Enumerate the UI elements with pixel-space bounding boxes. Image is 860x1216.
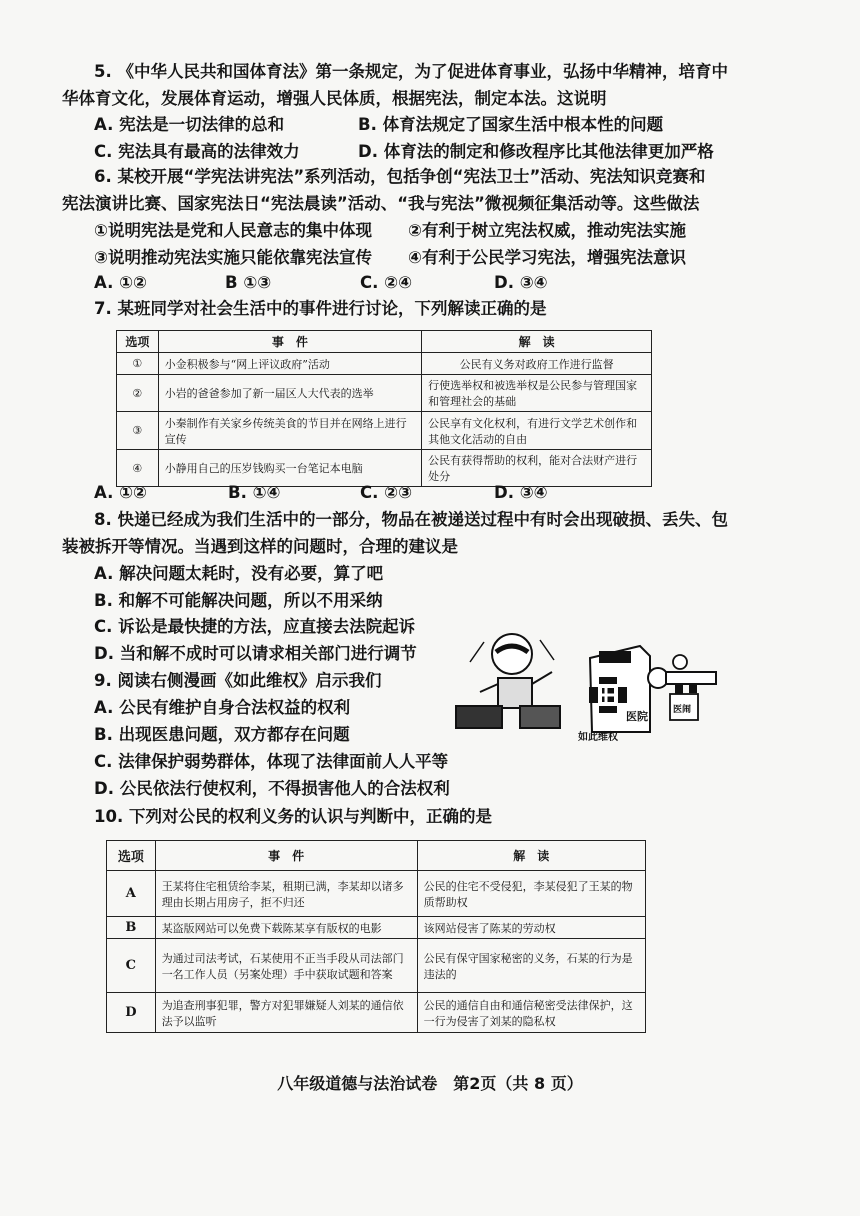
q7-stem: 7. 某班同学对社会生活中的事件进行讨论，下列解读正确的是 [94,299,547,318]
q7-option-b: B. ①④ [228,483,281,502]
row-event: 王某将住宅租赁给李某，租期已满，李某却以诸多理由长期占用房子，拒不归还 [155,871,417,917]
page-footer: 八年级道德与法治试卷 第2页（共 8 页） [277,1074,583,1093]
row-interpretation: 行使选举权和被选举权是公民参与管理国家和管理社会的基础 [422,375,652,412]
q9-option-a: A. 公民有维护自身合法权益的权利 [94,698,351,717]
row-option: ① [117,353,159,375]
q5-stem-line2: 华体育文化，发展体育运动，增强人民体质，根据宪法，制定本法。这说明 [62,89,607,108]
key-icon [648,668,716,694]
row-interpretation: 公民有获得帮助的权利，能对合法财产进行处分 [422,450,652,487]
comic-sign-text: 医院 [626,710,648,723]
q8-option-d: D. 当和解不成时可以请求相关部门进行调节 [94,644,417,663]
table-row [117,375,652,412]
row-interpretation: 公民有义务对政府工作进行监督 [422,353,652,375]
q10-stem: 10. 下列对公民的权利义务的认识与判断中，正确的是 [94,807,492,826]
header-event: 事 件 [155,841,417,871]
header-option: 选项 [117,331,159,353]
q6-statement-3: ③说明推动宪法实施只能依靠宪法宣传 [94,248,372,267]
table-header-row [117,331,652,353]
row-option: B [107,917,156,939]
q8-option-a: A. 解决问题太耗时，没有必要，算了吧 [94,564,384,583]
row-interpretation: 公民享有文化权利，有进行文学艺术创作和其他文化活动的自由 [422,412,652,450]
q6-option-d: D. ③④ [494,273,548,292]
row-event: 小岩的爸爸参加了新一届区人大代表的选举 [158,375,421,412]
row-event: 小金积极参与“网上评议政府”活动 [158,353,421,375]
q9-option-d: D. 公民依法行使权利，不得损害他人的合法权利 [94,779,450,798]
q6-stem-line2: 宪法演讲比赛、国家宪法日“宪法晨读”活动、“我与宪法”微视频征集活动等。这些做法 [62,194,700,213]
q6-statement-2: ②有利于树立宪法权威，推动宪法实施 [408,221,686,240]
row-event: 为通过司法考试，石某使用不正当手段从司法部门一名工作人员（另案处理）手中获取试题和答案 [155,939,417,993]
q8-stem-line1: 8. 快递已经成为我们生活中的一部分，物品在被递送过程中有时会出现破损、丢失、包 [94,510,728,529]
q9-option-b: B. 出现医患问题，双方都存在问题 [94,725,350,744]
table-row [107,993,646,1033]
row-event: 为追查刑事犯罪，警方对犯罪嫌疑人刘某的通信依法予以监听 [155,993,417,1033]
comic-label-text: 医闹 [673,705,692,715]
table-row [107,871,646,917]
row-event: 某盗版网站可以免费下载陈某享有版权的电影 [155,917,417,939]
row-interpretation: 该网站侵害了陈某的劳动权 [417,917,645,939]
row-option: ④ [117,450,159,487]
q6-statement-4: ④有利于公民学习宪法，增强宪法意识 [408,248,686,267]
header-event: 事 件 [158,331,421,353]
q7-option-c: C. ②③ [360,483,413,502]
row-interpretation: 公民的通信自由和通信秘密受法律保护，这一行为侵害了刘某的隐私权 [417,993,645,1033]
protester-figure [456,634,560,728]
table-row [117,412,652,450]
q5-option-a: A. 宪法是一切法律的总和 [94,115,285,134]
q5-stem-line1: 5. 《中华人民共和国体育法》第一条规定，为了促进体育事业，弘扬中华精神，培育中 [94,62,728,81]
q9-option-c: C. 法律保护弱势群体，体现了法律面前人人平等 [94,752,449,771]
table-row [117,353,652,375]
q10-table [106,840,646,1033]
q8-stem-line2: 装被拆开等情况。当遇到这样的问题时，合理的建议是 [62,537,458,556]
q6-statement-1: ①说明宪法是党和人民意志的集中体现 [94,221,372,240]
header-interpretation: 解 读 [422,331,652,353]
row-option: ③ [117,412,159,450]
row-interpretation: 公民的住宅不受侵犯，李某侵犯了王某的物质帮助权 [417,871,645,917]
comic-illustration [440,622,720,742]
row-option: ② [117,375,159,412]
q8-option-c: C. 诉讼是最快捷的方法，应直接去法院起诉 [94,617,416,636]
q9-stem: 9. 阅读右侧漫画《如此维权》启示我们 [94,671,382,690]
q5-option-c: C. 宪法具有最高的法律效力 [94,142,300,161]
q6-stem-line1: 6. 某校开展“学宪法讲宪法”系列活动，包括争创“宪法卫士”活动、宪法知识竞赛和 [94,167,706,186]
q5-option-d: D. 体育法的制定和修改程序比其他法律更加严格 [358,142,714,161]
row-option: A [107,871,156,917]
row-option: C [107,939,156,993]
row-event: 小秦制作有关家乡传统美食的节目并在网络上进行宣传 [158,412,421,450]
row-interpretation: 公民有保守国家秘密的义务，石某的行为是违法的 [417,939,645,993]
header-option: 选项 [107,841,156,871]
comic-caption: 如此维权 [578,732,618,743]
q6-option-a: A. ①② [94,273,148,292]
q7-option-d: D. ③④ [494,483,548,502]
row-option: D [107,993,156,1033]
q8-option-b: B. 和解不可能解决问题，所以不用采纳 [94,591,383,610]
row-event: 小静用自己的压岁钱购买一台笔记本电脑 [158,450,421,487]
q5-option-b: B. 体育法规定了国家生活中根本性的问题 [358,115,664,134]
q7-table [116,330,652,487]
header-interpretation: 解 读 [417,841,645,871]
q7-option-a: A. ①② [94,483,148,502]
q6-option-c: C. ②④ [360,273,413,292]
table-row [107,939,646,993]
q6-option-b: B ①③ [225,273,272,292]
table-header-row [107,841,646,871]
table-row [107,917,646,939]
